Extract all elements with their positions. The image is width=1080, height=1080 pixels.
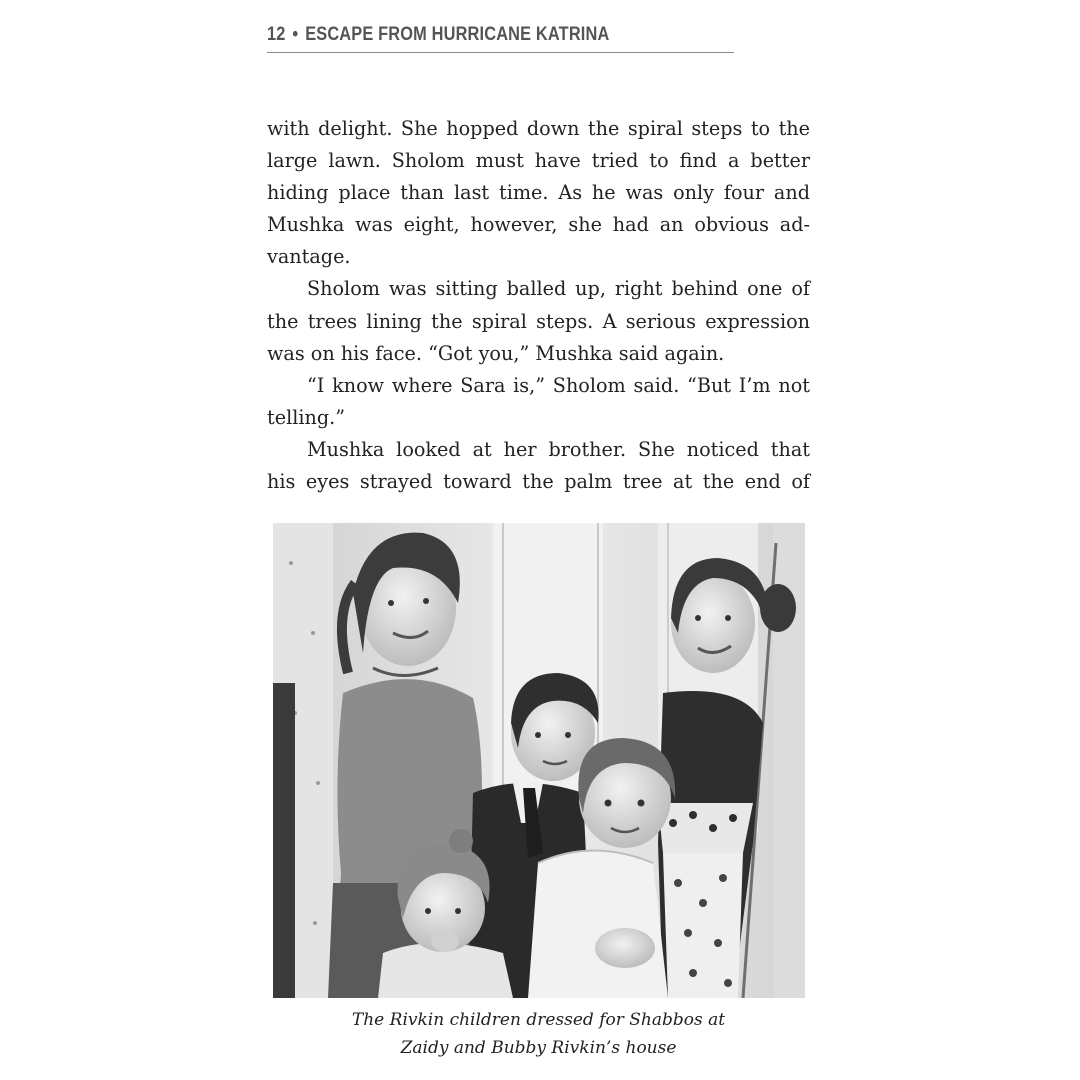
page-number: 12	[267, 24, 286, 45]
text-line: telling.”	[267, 405, 346, 429]
photo-illustration	[273, 523, 805, 998]
text-line: the trees lining the spiral steps. A serious expression	[267, 309, 810, 333]
paragraph-4	[267, 434, 810, 498]
paragraph-1	[267, 113, 810, 273]
running-head-title: ESCAPE FROM HURRICANE KATRINA	[305, 24, 610, 45]
text-line: his eyes strayed toward the palm tree at the end of	[267, 470, 810, 494]
family-photo	[273, 523, 805, 998]
text-line: with delight. She hopped down the spiral steps to the	[267, 117, 810, 140]
running-head	[267, 22, 734, 53]
text-line: Mushka was eight, however, she had an obvious ad-	[267, 213, 810, 237]
caption-line: The Rivkin children dressed for Shabbos at	[351, 1010, 726, 1030]
caption-line: Zaidy and Bubby Rivkin’s house	[400, 1038, 677, 1058]
figure-caption	[267, 1006, 810, 1062]
paragraph-2	[267, 273, 810, 369]
text-line: vantage.	[267, 245, 351, 269]
text-line: large lawn. Sholom must have tried to find a better	[267, 149, 810, 173]
text-line: Sholom was sitting balled up, right behind one of	[307, 277, 810, 301]
text-line: hiding place than last time. As he was only four and	[267, 181, 810, 205]
paragraph-3	[267, 370, 810, 434]
running-head-separator: •	[292, 24, 299, 45]
text-line: was on his face. “Got you,” Mushka said again.	[267, 341, 725, 365]
text-line: “I know where Sara is,” Sholom said. “But I’m not	[307, 373, 810, 397]
body-text	[267, 113, 810, 498]
text-line: Mushka looked at her brother. She noticed that	[307, 437, 810, 461]
